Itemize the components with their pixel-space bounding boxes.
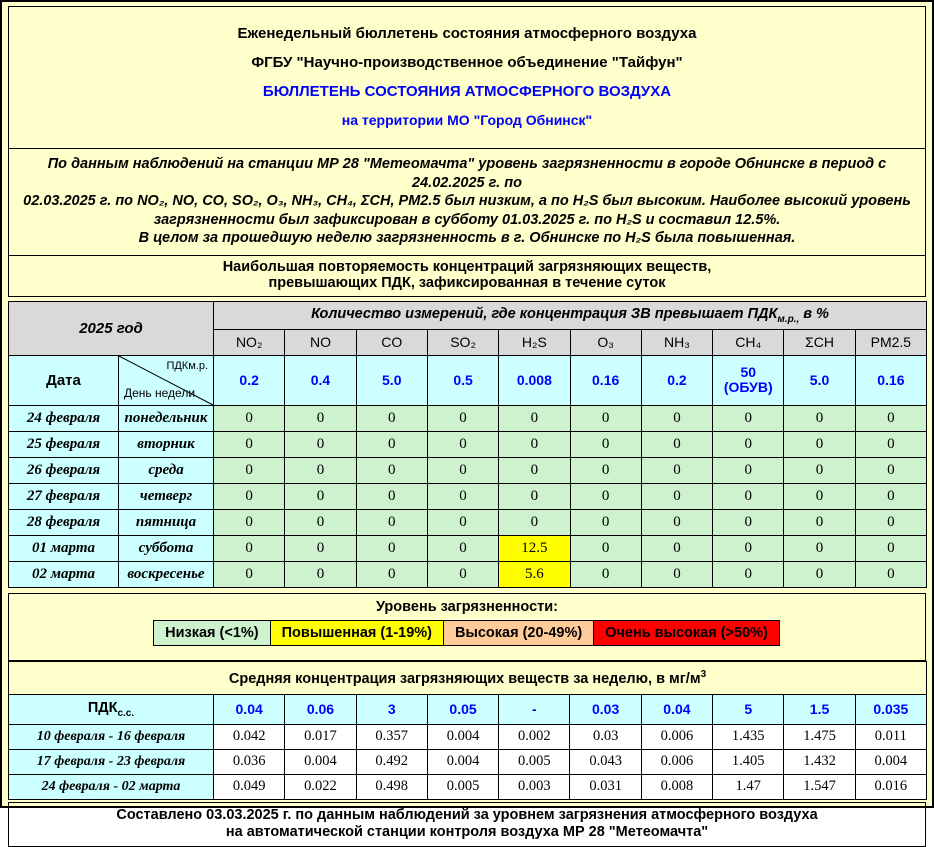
measure-title-text: Количество измерений, где концентрация ЗВ превышает ПДК — [311, 305, 778, 322]
measurement-cell: 0 — [641, 535, 712, 561]
summary-line: В целом за прошедшую неделю загрязненность в г. Обнинске по H₂S была повышенная. — [138, 230, 796, 246]
table-row — [9, 535, 927, 561]
pdk-mr-value: 0.16 — [855, 355, 926, 405]
header-block — [8, 6, 926, 149]
measurement-cell: 0 — [784, 405, 855, 431]
territory-label: на территории МО "Город Обнинск" — [341, 112, 593, 128]
pdk-mr-label: ПДКм.р. — [166, 359, 209, 372]
measurement-cell: 0 — [641, 457, 712, 483]
freq-section-title-line: превышающих ПДК, зафиксированная в течение суток — [268, 275, 666, 291]
measurement-cell: 0 — [855, 535, 926, 561]
measurement-cell: 0 — [285, 405, 356, 431]
measurement-cell: 0 — [356, 405, 427, 431]
legend-item-low: Низкая (<1%) — [153, 620, 271, 646]
measurement-cell: 0 — [214, 561, 285, 587]
date-header-cell: Дата — [9, 355, 119, 405]
row-date: 28 февраля — [9, 509, 119, 535]
avg-value-cell: 0.492 — [356, 749, 427, 774]
measurement-cell: 0 — [214, 457, 285, 483]
measurement-cell: 0 — [427, 483, 498, 509]
measurement-cell: 0 — [641, 483, 712, 509]
avg-value-cell: 0.016 — [855, 774, 926, 799]
pdk-ss-label: ПДК — [87, 699, 118, 716]
pdk-ss-value: 3 — [356, 694, 427, 724]
column-header-no: NO — [285, 329, 356, 355]
legend-title: Уровень загрязненности: — [375, 598, 559, 615]
avg-value-cell: 1.432 — [784, 749, 855, 774]
year-cell: 2025 год — [9, 301, 214, 355]
column-header-h2s: H₂S — [499, 329, 570, 355]
table-row — [9, 774, 927, 799]
measurement-cell: 0 — [570, 561, 641, 587]
avg-value-cell: 0.002 — [499, 724, 570, 749]
avg-value-cell: 0.03 — [570, 724, 641, 749]
measurement-cell: 0 — [427, 509, 498, 535]
pdk-ss-value: 0.04 — [214, 694, 285, 724]
measurement-cell: 0 — [570, 483, 641, 509]
measurement-cell: 0 — [356, 509, 427, 535]
avg-value-cell: 1.435 — [713, 724, 784, 749]
pdk-mr-value: 0.16 — [570, 355, 641, 405]
measurement-cell-exceedance: 5.6 — [499, 561, 570, 587]
measurement-cell: 0 — [214, 405, 285, 431]
column-header-nh3: NH₃ — [641, 329, 712, 355]
pdk-mr-value: 5.0 — [356, 355, 427, 405]
measurement-cell: 0 — [855, 457, 926, 483]
measurement-cell: 0 — [784, 431, 855, 457]
measurement-cell: 0 — [784, 483, 855, 509]
avg-value-cell: 0.005 — [427, 774, 498, 799]
pdk-mr-subscript: м.р., — [777, 313, 800, 325]
measurement-cell: 0 — [356, 483, 427, 509]
column-header-ch4: CH₄ — [713, 329, 784, 355]
row-date: 02 марта — [9, 561, 119, 587]
pdk-ss-value: 0.05 — [427, 694, 498, 724]
table-row — [9, 724, 927, 749]
row-day: вторник — [119, 431, 214, 457]
avg-value-cell: 0.022 — [285, 774, 356, 799]
pdk-mr-value: 0.5 — [427, 355, 498, 405]
avg-value-cell: 1.405 — [713, 749, 784, 774]
summary-block — [8, 149, 926, 256]
measurement-cell: 0 — [784, 509, 855, 535]
measurement-cell: 0 — [427, 535, 498, 561]
table-row — [9, 431, 927, 457]
measurement-cell: 0 — [855, 561, 926, 587]
table-row — [9, 561, 927, 587]
measurement-cell: 0 — [713, 509, 784, 535]
pdk-ss-value: 0.06 — [285, 694, 356, 724]
row-date: 24 февраля — [9, 405, 119, 431]
measurement-cell: 0 — [285, 509, 356, 535]
avg-value-cell: 0.004 — [855, 749, 926, 774]
measurement-cell: 0 — [214, 535, 285, 561]
pdk-ss-value: 0.03 — [570, 694, 641, 724]
avg-value-cell: 0.008 — [641, 774, 712, 799]
avg-value-cell: 0.004 — [427, 724, 498, 749]
measurement-cell: 0 — [356, 535, 427, 561]
period-label: 10 февраля - 16 февраля — [9, 724, 214, 749]
avg-value-cell: 0.498 — [356, 774, 427, 799]
measurement-cell: 0 — [214, 509, 285, 535]
measurement-cell: 0 — [570, 431, 641, 457]
avg-value-cell: 1.475 — [784, 724, 855, 749]
avg-value-cell: 0.357 — [356, 724, 427, 749]
measure-title-suffix: в % — [799, 305, 829, 322]
pdk-mr-value: 5.0 — [784, 355, 855, 405]
measurement-cell: 0 — [285, 535, 356, 561]
exceedance-frequency-table — [8, 301, 927, 588]
avg-value-cell: 0.005 — [499, 749, 570, 774]
pdk-ss-value: 1.5 — [784, 694, 855, 724]
table-row — [9, 405, 927, 431]
avg-value-cell: 0.036 — [214, 749, 285, 774]
pdk-ss-value: 0.035 — [855, 694, 926, 724]
pdk-mr-value: 0.2 — [214, 355, 285, 405]
measurement-cell: 0 — [713, 431, 784, 457]
avg-value-cell: 0.004 — [427, 749, 498, 774]
bulletin-subtitle: БЮЛЛЕТЕНЬ СОСТОЯНИЯ АТМОСФЕРНОГО ВОЗДУХА — [262, 83, 672, 100]
measurement-cell: 0 — [499, 483, 570, 509]
column-header-co: CO — [356, 329, 427, 355]
column-header-o3: O₃ — [570, 329, 641, 355]
column-header-pm25: PM2.5 — [855, 329, 926, 355]
row-date: 26 февраля — [9, 457, 119, 483]
footer-line: на автоматической станции контроля воздуха МР 28 "Метеомачта" — [225, 823, 709, 840]
summary-line: По данным наблюдений на станции МР 28 "Метеомачта" уровень загрязненности в городе Обнинске в период с 24.02.2025 г. по — [47, 156, 887, 191]
avg-value-cell: 0.031 — [570, 774, 641, 799]
measurement-cell: 0 — [570, 535, 641, 561]
row-date: 25 февраля — [9, 431, 119, 457]
measurement-cell: 0 — [356, 561, 427, 587]
avg-value-cell: 0.003 — [499, 774, 570, 799]
freq-section-title — [8, 256, 926, 297]
row-day: пятница — [119, 509, 214, 535]
freq-section-title-line: Наибольшая повторяемость концентраций загрязняющих веществ, — [222, 258, 712, 275]
row-date: 01 марта — [9, 535, 119, 561]
pdk-mr-value: 0.008 — [499, 355, 570, 405]
measurement-cell: 0 — [356, 457, 427, 483]
column-header-sch: ΣCH — [784, 329, 855, 355]
measurement-cell: 0 — [427, 561, 498, 587]
measurement-cell: 0 — [855, 405, 926, 431]
row-date: 27 февраля — [9, 483, 119, 509]
pdk-ss-label-cell — [9, 694, 214, 724]
avg-value-cell: 0.042 — [214, 724, 285, 749]
row-day: среда — [119, 457, 214, 483]
measurement-cell: 0 — [713, 535, 784, 561]
measurement-cell: 0 — [285, 483, 356, 509]
period-label: 24 февраля - 02 марта — [9, 774, 214, 799]
avg-value-cell: 0.006 — [641, 749, 712, 774]
avg-value-cell: 0.049 — [214, 774, 285, 799]
measurement-cell: 0 — [285, 561, 356, 587]
day-of-week-label: День недели — [124, 385, 196, 400]
measurement-cell: 0 — [713, 483, 784, 509]
pdk-mr-value: 50 (ОБУВ) — [713, 355, 784, 405]
avg-value-cell: 0.043 — [570, 749, 641, 774]
summary-line: 02.03.2025 г. по NO₂, NO, CO, SO₂, O₃, NH₃, CH₄, ΣCH, PM2.5 был низким, а по H₂S был высоким. Наиболее высокий уровень — [23, 193, 911, 209]
measurement-cell: 0 — [499, 405, 570, 431]
avg-table-title — [9, 661, 927, 694]
avg-table-title-text: Средняя концентрация загрязняющих веществ за неделю, в мг/м — [228, 670, 701, 687]
bulletin-title: Еженедельный бюллетень состояния атмосферного воздуха — [237, 25, 697, 42]
measurement-cell: 0 — [356, 431, 427, 457]
measurement-cell: 0 — [713, 405, 784, 431]
pdk-ss-value: - — [499, 694, 570, 724]
organization-name: ФГБУ "Научно-производственное объединение "Тайфун" — [251, 54, 683, 71]
measurement-cell: 0 — [570, 457, 641, 483]
measurement-cell: 0 — [285, 457, 356, 483]
measurement-cell: 0 — [641, 561, 712, 587]
period-label: 17 февраля - 23 февраля — [9, 749, 214, 774]
avg-value-cell: 0.011 — [855, 724, 926, 749]
table-row — [9, 509, 927, 535]
measurement-cell: 0 — [570, 405, 641, 431]
measurement-cell-exceedance: 12.5 — [499, 535, 570, 561]
table-row — [9, 749, 927, 774]
pollution-level-legend — [8, 593, 926, 661]
avg-value-cell: 0.017 — [285, 724, 356, 749]
avg-table-title-sup: 3 — [700, 668, 707, 680]
measurement-cell: 0 — [855, 483, 926, 509]
measurement-cell: 0 — [713, 457, 784, 483]
pdk-ss-value: 5 — [713, 694, 784, 724]
avg-value-cell: 1.547 — [784, 774, 855, 799]
pdk-mr-value: 0.4 — [285, 355, 356, 405]
row-day: воскресенье — [119, 561, 214, 587]
measurement-cell: 0 — [855, 509, 926, 535]
footer-block — [8, 802, 926, 847]
measurement-cell: 0 — [784, 457, 855, 483]
measurement-cell: 0 — [214, 483, 285, 509]
measurement-cell: 0 — [641, 509, 712, 535]
measurement-cell: 0 — [427, 457, 498, 483]
row-day: суббота — [119, 535, 214, 561]
measurement-cell: 0 — [499, 509, 570, 535]
table-row — [9, 457, 927, 483]
measurement-cell: 0 — [713, 561, 784, 587]
measurement-cell: 0 — [427, 431, 498, 457]
row-day: четверг — [119, 483, 214, 509]
measurement-cell: 0 — [784, 561, 855, 587]
column-header-so2: SO₂ — [427, 329, 498, 355]
avg-value-cell: 1.47 — [713, 774, 784, 799]
legend-row — [9, 620, 925, 646]
measurement-cell: 0 — [427, 405, 498, 431]
legend-item-elevated: Повышенная (1-19%) — [270, 620, 444, 646]
average-concentration-table — [8, 661, 927, 800]
measurement-cell: 0 — [570, 509, 641, 535]
measurement-cell: 0 — [641, 405, 712, 431]
measurement-cell: 0 — [214, 431, 285, 457]
measurement-cell: 0 — [499, 431, 570, 457]
summary-line: загрязненности был зафиксирован в субботу 01.03.2025 г. по H₂S и составил 12.5%. — [153, 211, 781, 228]
measurement-cell: 0 — [499, 457, 570, 483]
row-day: понедельник — [119, 405, 214, 431]
legend-item-high: Высокая (20-49%) — [443, 620, 594, 646]
measurement-cell: 0 — [285, 431, 356, 457]
pdk-ss-value: 0.04 — [641, 694, 712, 724]
pdk-ss-subscript: с.с. — [117, 707, 135, 719]
measurement-cell: 0 — [784, 535, 855, 561]
table-row — [9, 483, 927, 509]
diagonal-header-cell — [119, 355, 214, 405]
measurement-cell: 0 — [855, 431, 926, 457]
footer-line: Составлено 03.03.2025 г. по данным наблюдений за уровнем загрязнения атмосферного воздуха — [116, 806, 818, 823]
pdk-mr-value: 0.2 — [641, 355, 712, 405]
measurement-cell: 0 — [641, 431, 712, 457]
avg-value-cell: 0.004 — [285, 749, 356, 774]
legend-item-very-high: Очень высокая (>50%) — [593, 620, 780, 646]
avg-value-cell: 0.006 — [641, 724, 712, 749]
measure-title-cell — [214, 301, 927, 329]
column-header-no2: NO₂ — [214, 329, 285, 355]
